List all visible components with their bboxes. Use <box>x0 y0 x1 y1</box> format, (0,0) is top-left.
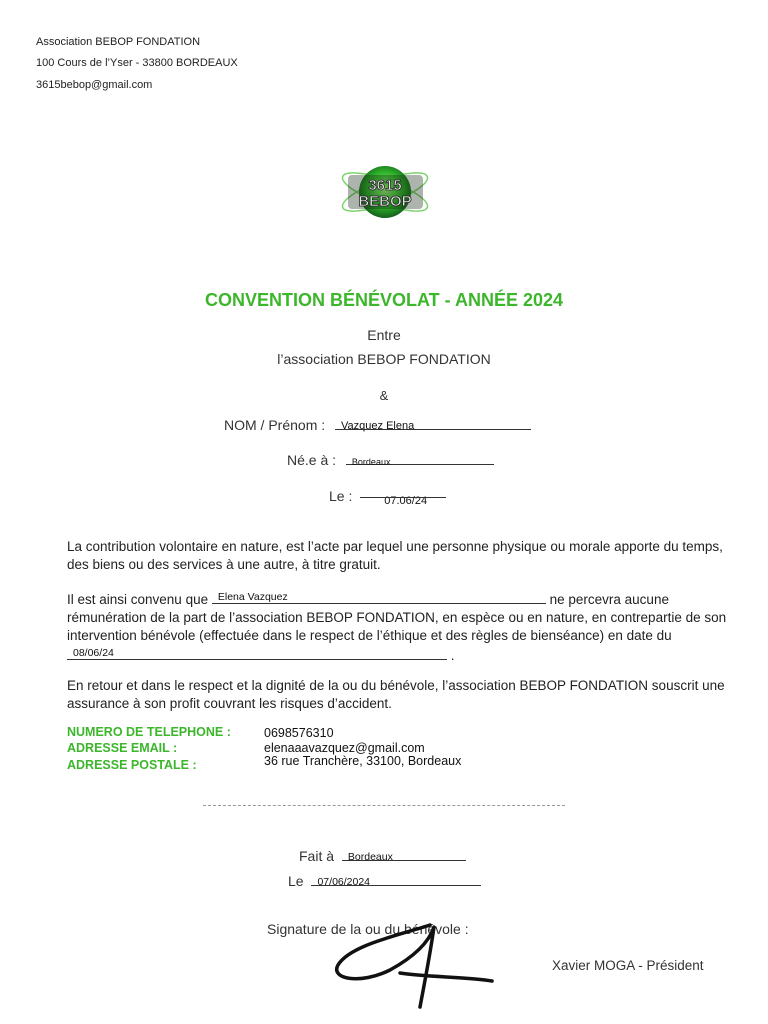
date-field <box>329 487 446 507</box>
volunteer-name-input[interactable] <box>212 589 546 604</box>
intro-association: l’association BEBOP FONDATION <box>277 351 491 367</box>
place-label: Fait à <box>299 848 335 864</box>
paragraph-insurance: En retour et dans le respect et la dignité de la ou du bénévole, l’association BEBOP FONDATION souscrit une assurance à son profit couvrant les risques d’accident. <box>67 678 725 711</box>
service-date-input[interactable] <box>67 645 447 660</box>
volunteer-name-value: Elena Vazquez <box>217 591 288 603</box>
born-value: Bordeaux <box>351 457 391 467</box>
name-input[interactable] <box>335 415 531 430</box>
agreement-body: rémunération de la part de l’association BEBOP FONDATION, en espèce ou en nature, en contrepartie de son intervention bénévole (effectuée dans le respect de l’éthique et des règles de bienséance) en date du <box>67 610 727 643</box>
email-value[interactable]: elenaaavazquez@gmail.com <box>264 741 425 755</box>
sender-email: 3615bebop@gmail.com <box>36 79 153 91</box>
footer-date-field <box>288 871 481 889</box>
phone-value[interactable]: 0698576310 <box>264 726 334 740</box>
name-value: Vazquez Elena <box>341 420 415 432</box>
place-value: Bordeaux <box>347 851 393 863</box>
logo-line2: BEBOP <box>358 193 412 210</box>
date-strike <box>360 497 446 504</box>
born-input[interactable] <box>346 450 494 465</box>
signature-area[interactable] <box>330 915 500 1015</box>
agreement-continue: ne percevra aucune <box>549 592 669 607</box>
date-input[interactable] <box>360 487 446 507</box>
logo <box>338 160 433 225</box>
name-field <box>224 415 531 433</box>
service-date-value: 08/06/24 <box>73 647 114 659</box>
sender-address: 100 Cours de l’Yser - 33800 BORDEAUX <box>36 57 238 69</box>
paragraph-contribution: La contribution volontaire en nature, est l’acte par lequel une personne physique ou morale apporte du temps, des biens ou des services à une autre, à titre gratuit. <box>67 539 723 572</box>
sender-name: Association BEBOP FONDATION <box>36 36 201 48</box>
date-value: 07.06/24 <box>384 495 428 507</box>
address-value[interactable]: 36 rue Tranchère, 33100, Bordeaux <box>264 754 462 768</box>
footer-date-input[interactable] <box>311 871 481 886</box>
signature-label: Signature de la ou du bénévole : <box>267 921 469 937</box>
agreement-end: . <box>450 648 455 663</box>
handwritten-signature <box>330 915 500 1015</box>
separator-dashed <box>203 805 565 806</box>
address-label: ADRESSE POSTALE : <box>67 758 197 772</box>
president-name: Xavier MOGA - Président <box>552 958 704 973</box>
atom-logo-icon <box>338 160 433 225</box>
email-label: ADRESSE EMAIL : <box>67 741 178 755</box>
footer-date-value: 07/06/2024 <box>317 876 371 888</box>
place-input[interactable] <box>342 846 466 861</box>
agreement-intro: Il est ainsi convenu que <box>67 592 209 607</box>
date-label: Le : <box>329 488 353 504</box>
logo-line1: 3615 <box>368 177 402 194</box>
name-label: NOM / Prénom : <box>224 417 326 433</box>
intro-between: Entre <box>367 327 401 343</box>
intro-and: & <box>379 388 389 403</box>
phone-label: NUMERO DE TELEPHONE : <box>67 725 231 739</box>
paragraph-agreement <box>67 589 727 665</box>
born-field <box>287 450 494 468</box>
document-title: CONVENTION BÉNÉVOLAT - ANNÉE 2024 <box>204 290 564 310</box>
footer-date-label: Le <box>288 873 304 889</box>
born-label: Né.e à : <box>287 452 337 468</box>
place-field <box>299 846 466 864</box>
